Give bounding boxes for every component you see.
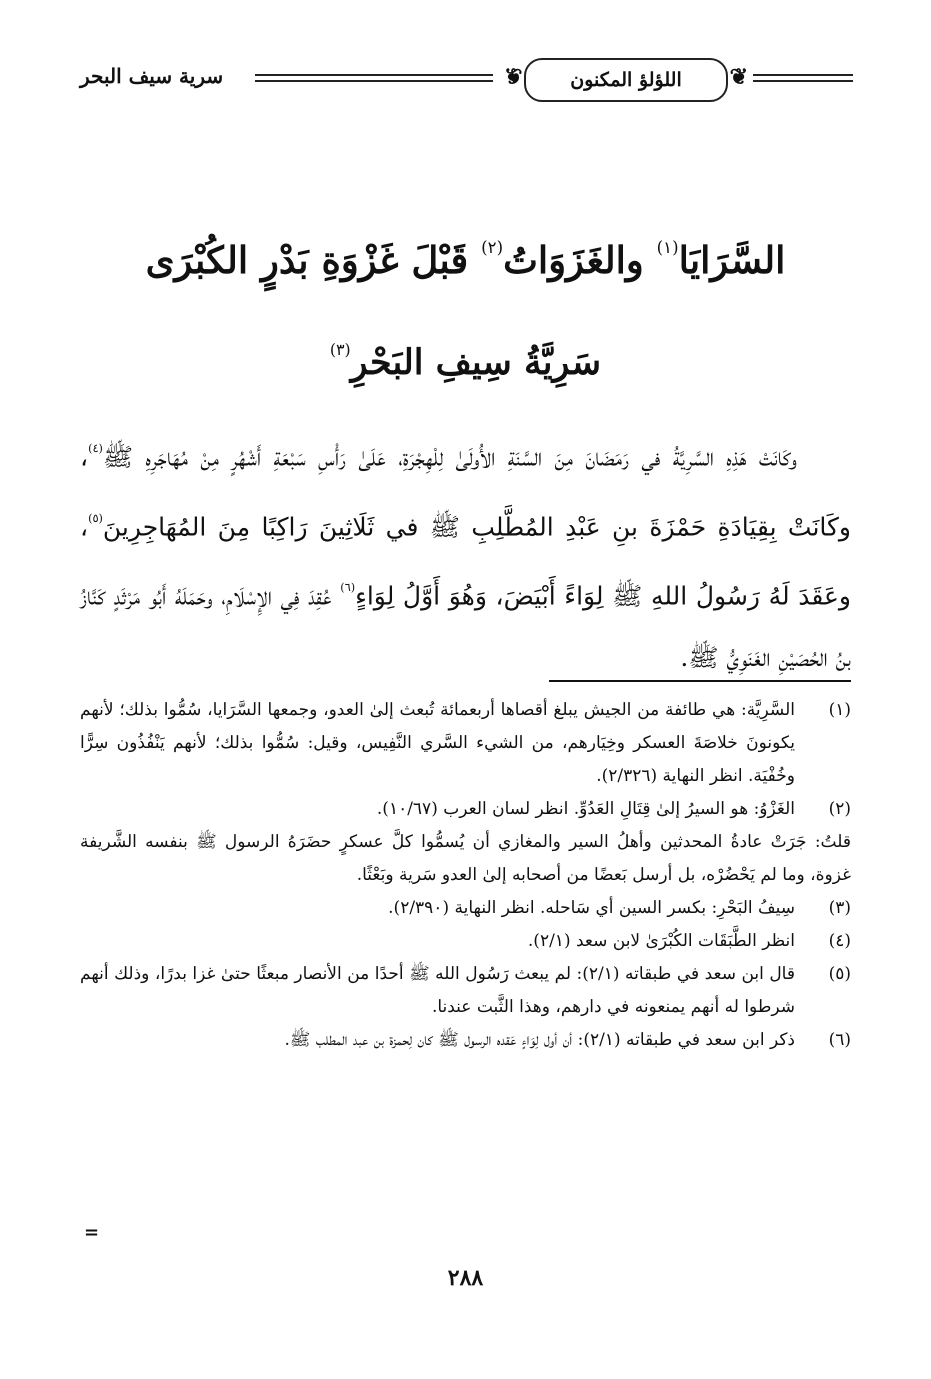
section-title-part3: قَبْلَ غَزْوَةِ بَدْرٍ الكُبْرَى xyxy=(145,238,482,282)
running-header xyxy=(80,52,853,104)
footnote-text: سِيفُ البَحْرِ: بكسر السين أي سَاحله. انظر النهاية (٢/٣٩٠). xyxy=(388,898,795,918)
body-segment-2: ، وكَانَتْ بِقِيَادَةِ حَمْزَةَ بنِ عَبْدِ المُطَّلِبِ ﷺ في ثَلَاثِينَ رَاكِبًا مِنَ المُهَاجِرِينَ xyxy=(80,442,851,541)
footnote-1 xyxy=(80,694,851,793)
footnote-ref-1: (١) xyxy=(656,238,679,258)
footnote-text: ذكر ابن سعد في طبقاته (٢/١): أن أول لِوَاءٍ عَقده الرسول ﷺ كان لِحمزة بن عبد المطلب ﷺ. xyxy=(284,1030,795,1050)
body-paragraph xyxy=(80,418,851,688)
footnotes xyxy=(80,694,851,1057)
body-segment-1: وكَانَتْ هَذِهِ السَّرِيَّةُ في رَمَضَانَ مِنَ السَّنَةِ الأُولَىٰ لِلْهِجْرَةِ، عَلَىٰ رَأْسِ سَبْعَةِ أَشْهُرٍ مِنْ مُهَاجَرِهِ ﷺ xyxy=(102,442,797,472)
footnote-text: انظر الطَّبَقَات الكُبْرَىٰ لابن سعد (٢/١). xyxy=(527,931,795,951)
continuation-mark: = xyxy=(84,1222,100,1243)
subsection-title xyxy=(60,340,871,383)
footnote-ref-2: (٢) xyxy=(481,238,504,258)
footnote-number: (٣) xyxy=(828,898,851,918)
footnote-separator xyxy=(549,680,851,682)
header-rule-middle xyxy=(255,74,493,82)
footnote-ref-5: (٥) xyxy=(88,511,103,525)
footnote-number: (٦) xyxy=(828,1030,851,1050)
footnote-ref-3: (٣) xyxy=(329,340,351,359)
subsection-title-text: سَرِيَّةُ سِيفِ البَحْرِ xyxy=(350,341,602,383)
section-title-part1: السَّرَايَا xyxy=(678,238,786,282)
footnote-4 xyxy=(80,925,851,958)
footnote-text: الغَزْوُ: هو السيرُ إلىٰ قِتَالِ العَدُوِّ. انظر لسان العرب (١٠/٦٧). xyxy=(376,799,795,819)
body-segment-4: عُقِدَ فِي الإِسْلَامِ، وحَمَلَهُ أَبُو مَرْثَدٍ كَنَّازُ بنُ الحُصَيْنِ الغَنَوِيُّ ﷺ. xyxy=(80,581,851,672)
section-title xyxy=(60,238,871,282)
footnote-5 xyxy=(80,958,851,1024)
footnote-3 xyxy=(80,892,851,925)
header-book-title: ❦ اللؤلؤ المكنون ❦ xyxy=(524,58,728,102)
page-number: ٢٨٨ xyxy=(447,1265,484,1291)
section-title-part2: والغَزَوَاتُ xyxy=(503,238,657,282)
footnote-6 xyxy=(80,1024,851,1057)
header-rule-right xyxy=(753,74,853,82)
footnote-text: السَّرِيَّة: هي طائفة من الجيش يبلغ أقصاها أربعمائة تُبعث إلىٰ العدو، وجمعها السَّرَايا، سُمُّوا بذلك؛ لأنهم يكونونَ خلاصَةَ العسكر وخِيَارهم، من الشيء السَّري النَّفِيس، وقيل: سُمُّوا بذلك؛ لأنهم يَنْفُذُون سِرًّا وخُفْيَة. انظر النهاية (٢/٣٢٦). xyxy=(80,700,795,786)
footnote-number: (٥) xyxy=(828,964,851,984)
footnote-2-comment: قلتُ: جَرَتْ عادةُ المحدثين وأهلُ السير والمغازي أن يُسمُّوا كلَّ عسكرٍ حضَرَهُ الرسول ﷺ بنفسه الشَّريفة غزوة، وما لم يَحْضُرْه، بل أرسل بَعضًا من أصحابه إلىٰ العدو سَرية وبَعْثًا. xyxy=(80,832,851,885)
footnote-text: قال ابن سعد في طبقاته (٢/١): لم يبعث رَسُول الله ﷺ أحدًا من الأنصار مبعثًا حتىٰ غزا بدرًا، وذلك أنهم شرطوا له أنهم يمنعونه في دارهم، وهذا الثَّبت عندنا. xyxy=(80,964,795,1017)
header-chapter-title: سرية سيف البحر xyxy=(80,64,224,88)
footnote-number: (١) xyxy=(828,700,851,720)
footnote-ref-4: (٤) xyxy=(88,442,103,455)
footnote-number: (٢) xyxy=(828,799,851,819)
footnote-2 xyxy=(80,793,851,826)
body-segment-3: ، وعَقَدَ لَهُ رَسُولُ اللهِ ﷺ لِوَاءً أَبْيَضَ، وَهُوَ أَوَّلُ لِوَاءٍ xyxy=(80,512,851,611)
footnote-ref-6: (٦) xyxy=(340,581,356,594)
footnote-number: (٤) xyxy=(828,931,851,951)
